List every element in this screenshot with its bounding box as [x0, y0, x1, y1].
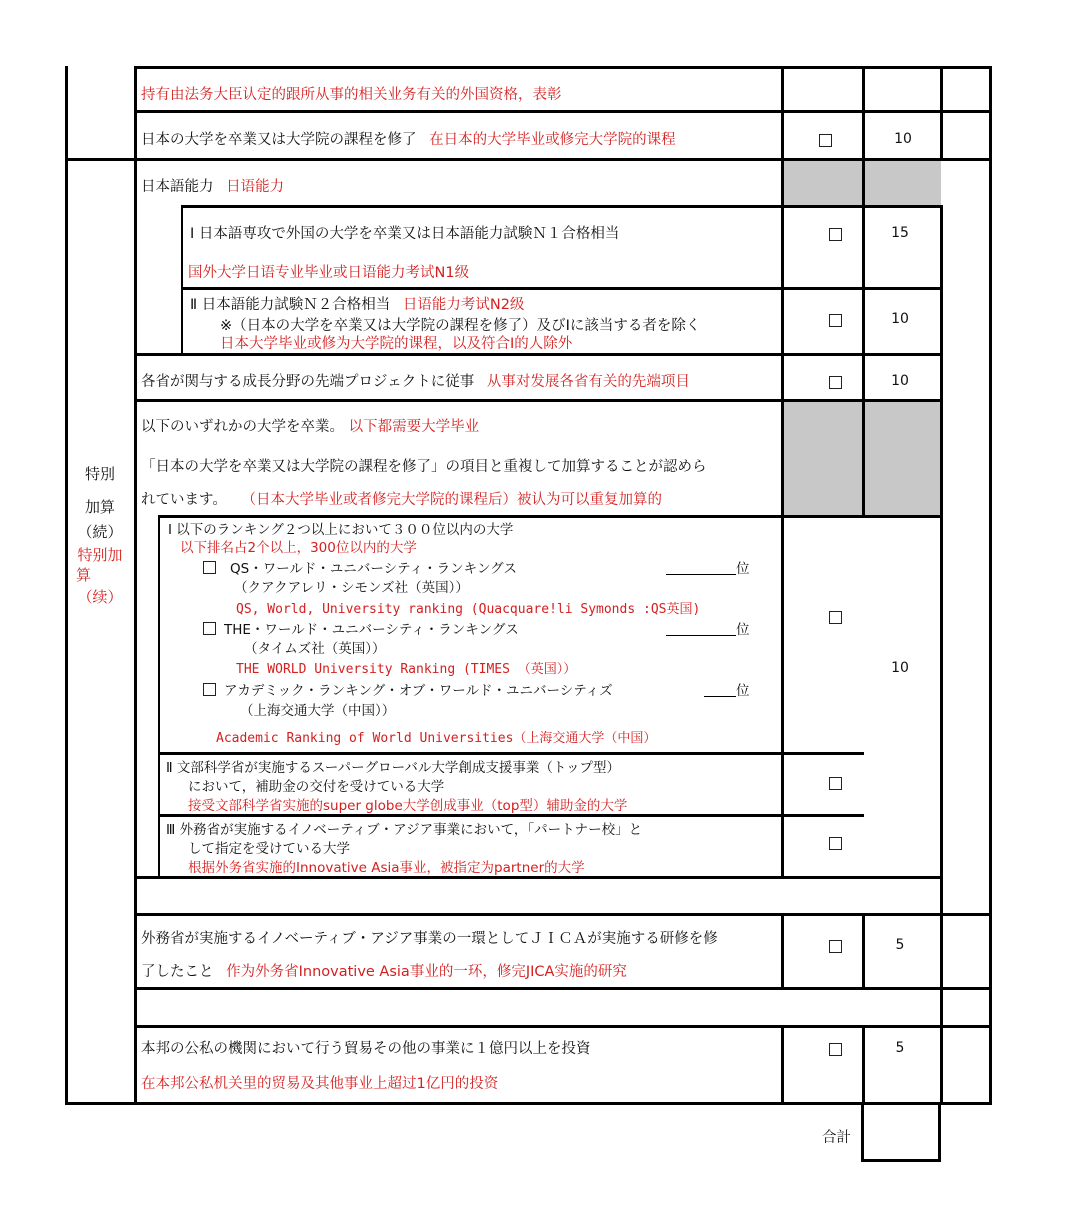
total-label: 合計: [822, 1130, 851, 1146]
jica-line2: [141, 963, 627, 981]
shaded-cell: [783, 401, 863, 516]
innov-checkbox[interactable]: [829, 837, 842, 850]
qs-line: [203, 560, 517, 578]
the-zh: THE WORLD University Ranking (TIMES （英国））: [236, 662, 577, 677]
the-rank-unit: 位: [736, 622, 750, 638]
arwu-ja: アカデミック・ランキング・オブ・ワールド・ユニバーシティズ: [224, 683, 613, 699]
sgu-checkbox[interactable]: [829, 777, 842, 790]
side-label-zh3: （续）: [77, 588, 123, 606]
jica-ja1: 外務省が実施するイノベーティブ・アジア事業の一環としてＪＩＣＡが実施する研修を修: [141, 931, 718, 947]
japanese-item2-line: [190, 296, 524, 314]
japanese-zh: 日语能力: [226, 179, 285, 195]
japanese-item1-checkbox[interactable]: [829, 228, 842, 241]
the-line: [203, 621, 519, 639]
japan-univ-zh: 在日本的大学毕业或修完大学院的课程: [429, 132, 676, 148]
qs-checkbox[interactable]: [203, 561, 216, 574]
jica-points: 5: [895, 937, 905, 953]
foreign-qualification-text: 持有由法务大臣认定的跟所从事的相关业务有关的外国资格，表彰: [141, 87, 562, 103]
qs-rank-blank[interactable]: [666, 560, 750, 578]
japanese-item1-ja: Ⅰ 日本語専攻で外国の大学を卒業又は日本語能力試験Ｎ１合格相当: [190, 226, 620, 242]
growth-ja: 各省が関与する成長分野の先端プロジェクトに従事: [141, 374, 475, 390]
univ-points: 10: [891, 660, 909, 676]
japanese-item2-ja: Ⅱ 日本語能力試験Ｎ２合格相当: [190, 297, 391, 313]
the-checkbox[interactable]: [203, 622, 216, 635]
growth-checkbox[interactable]: [829, 376, 842, 389]
jica-zh: 作为外务省Innovative Asia事业的一环，修完JICA实施的研究: [226, 964, 627, 980]
univ-zh1: 以下都需要大学毕业: [348, 419, 480, 435]
innov-ja1: Ⅲ 外務省が実施するイノベーティブ・アジア事業において，「パートナー校」と: [166, 822, 643, 838]
shaded-cell: [783, 160, 863, 206]
arwu-line: [203, 682, 613, 700]
total-value-box[interactable]: [864, 1105, 938, 1159]
qs-ja: QS・ワールド・ユニバーシティ・ランキングス: [230, 561, 518, 577]
side-label-line1: 特別: [84, 465, 115, 483]
univ-ja2: 「日本の大学を卒業又は大学院の課程を修了」の項目と重複して加算することが認めら: [141, 459, 707, 475]
rank-checkbox[interactable]: [829, 611, 842, 624]
japan-univ-checkbox[interactable]: [819, 134, 832, 147]
sgu-zh: 接受文部科学省实施的super globe大学创成事业（top型）辅助金的大学: [188, 798, 628, 814]
arwu-zh: Academic Ranking of World Universities（上海交通大学（中国）: [216, 731, 657, 746]
arwu-rank-blank[interactable]: [704, 682, 750, 700]
side-label-zh1: 特别加: [77, 546, 123, 564]
arwu-rank-unit: 位: [736, 683, 750, 699]
jica-checkbox[interactable]: [829, 940, 842, 953]
innov-ja2: して指定を受けている大学: [188, 841, 350, 857]
univ-zh3: （日本大学毕业或者修完大学院的课程后）被认为可以重复加算的: [241, 492, 662, 508]
univ-ja1: 以下のいずれかの大学を卒業。: [141, 419, 344, 435]
japanese-item2-note-ja: ※（日本の大学を卒業又は大学院の課程を修了）及びⅠに該当する者を除く: [220, 318, 701, 334]
univ-intro: [141, 418, 479, 436]
sgu-ja2: において，補助金の交付を受けている大学: [188, 779, 445, 795]
japan-univ-points: 10: [894, 131, 912, 147]
side-label-line3: （続）: [77, 523, 123, 541]
growth-zh: 从事对发展各省有关的先端项目: [486, 374, 690, 390]
univ-line3: [141, 491, 662, 509]
innov-zh: 根据外务省实施的Innovative Asia事业，被指定为partner的大学: [188, 860, 585, 876]
japanese-item2-zh: 日语能力考试N2级: [402, 297, 525, 313]
japanese-ja: 日本語能力: [141, 179, 214, 195]
rank-zh: 以下排名占2个以上，300位以内的大学: [180, 540, 417, 556]
the-src: （タイムズ社（英国））: [244, 641, 386, 657]
growth-row: [141, 373, 690, 391]
japanese-item2-checkbox[interactable]: [829, 314, 842, 327]
the-ja: THE・ワールド・ユニバーシティ・ランキングス: [224, 622, 519, 638]
japan-univ-ja: 日本の大学を卒業又は大学院の課程を修了: [141, 132, 417, 148]
invest-checkbox[interactable]: [829, 1043, 842, 1056]
qs-rank-unit: 位: [736, 561, 750, 577]
jica-ja2: 了したこと: [141, 964, 214, 980]
arwu-src: （上海交通大学（中国））: [240, 703, 396, 719]
growth-points: 10: [891, 373, 909, 389]
japan-univ-row: [141, 131, 676, 149]
shaded-cell: [863, 160, 941, 206]
side-label-line2: 加算: [84, 498, 115, 516]
side-label-zh2: 算: [76, 566, 92, 584]
japanese-item2-note-zh: 日本大学毕业或修为大学院的课程，以及符合Ⅰ的人除外: [220, 336, 573, 352]
japanese-item1-zh: 国外大学日语专业毕业或日语能力考试N1级: [188, 265, 470, 281]
shaded-cell: [863, 401, 941, 516]
the-rank-blank[interactable]: [666, 621, 750, 639]
invest-ja: 本邦の公私の機関において行う貿易その他の事業に１億円以上を投資: [141, 1041, 591, 1057]
sgu-ja1: Ⅱ 文部科学省が実施するスーパーグローバル大学創成支援事業（トップ型）: [166, 760, 621, 776]
japanese-item1-points: 15: [891, 225, 909, 241]
univ-ja3: れています。: [141, 492, 227, 508]
qs-zh: QS, World, University ranking (Quacquare!li Symonds :QS英国): [236, 602, 701, 617]
japanese-item2-points: 10: [891, 311, 909, 327]
invest-points: 5: [895, 1040, 905, 1056]
japanese-header: [141, 178, 284, 196]
rank-ja: Ⅰ 以下のランキング２つ以上において３００位以内の大学: [168, 522, 514, 538]
invest-zh: 在本邦公私机关里的贸易及其他事业上超过1亿円的投资: [141, 1076, 499, 1092]
qs-src: （クアクアレリ・シモンズ社（英国））: [234, 580, 469, 596]
arwu-checkbox[interactable]: [203, 683, 216, 696]
